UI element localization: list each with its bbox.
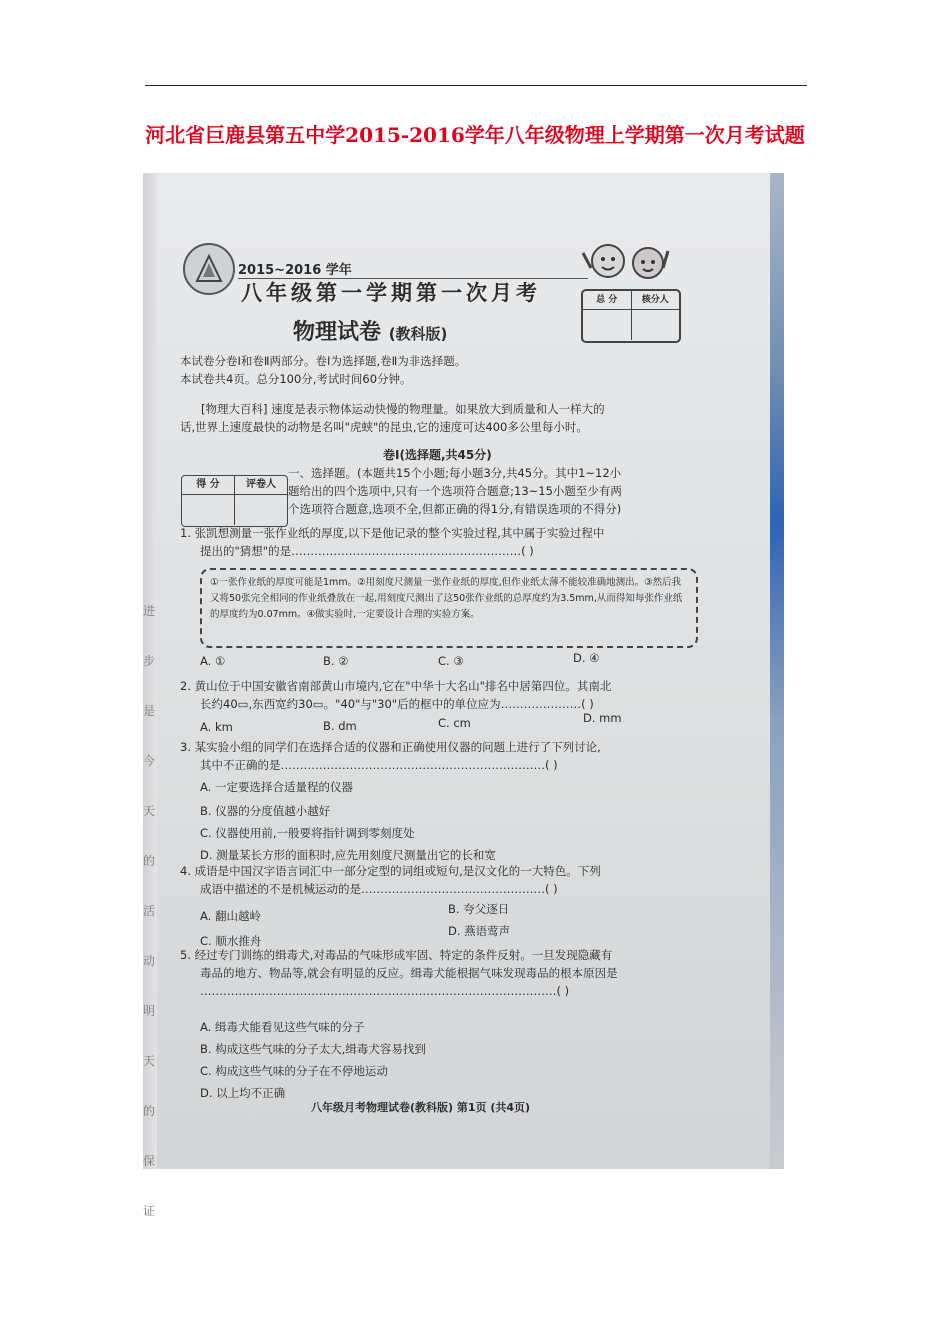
option: A. 缉毒犬能看见这些气味的分子 <box>200 1020 365 1034</box>
option: A. km <box>200 720 233 734</box>
grader-label: 核分人 <box>641 295 669 305</box>
option: D. 燕语莺声 <box>448 924 511 938</box>
experiment-record-text: ①一张作业纸的厚度可能是1mm。②用刻度尺测量一张作业纸的厚度,但作业纸太薄不能较准确地测出。③然后我又将50张完全相同的作业纸叠放在一起,用刻度尺测出了这50张作业纸的总厚度约为3.5mm,从而得知每张作业纸的厚度约为0.07mm。④做实验时,一定要设计合理的实验方案。 <box>210 577 683 620</box>
option: D. mm <box>583 711 622 725</box>
option: B. dm <box>323 719 357 733</box>
question-5-text: 5. 经过专门训练的缉毒犬,对毒品的气味形成牢固、特定的条件反射。一旦发现隐藏有 <box>180 948 613 962</box>
option: B. 构成这些气味的分子太大,缉毒犬容易找到 <box>200 1042 426 1056</box>
intro-line: 本试卷共4页。总分100分,考试时间60分钟。 <box>180 372 412 386</box>
question-4-text: 4. 成语是中国汉字语言词汇中一部分定型的词组或短句,是汉文化的一大特色。下列 <box>180 864 601 878</box>
total-score-label: 总 分 <box>583 291 632 309</box>
question-2-text: 长约40▭,东西宽约30▭。"40"与"30"后的框中的单位应为…………………( ) <box>200 697 594 711</box>
question-1-text: 1. 张凯想测量一张作业纸的厚度,以下是他记录的整个实验过程,其中属于实验过程中 <box>180 526 605 540</box>
option: C. 顺水推舟 <box>200 934 262 948</box>
option: D. 测量某长方形的面积时,应先用刻度尺测量出它的长和宽 <box>200 848 496 862</box>
answer-blank: ……………………………………………………( ) <box>291 544 534 558</box>
option: A. 翻山越岭 <box>200 909 261 923</box>
option: A. ① <box>200 654 226 668</box>
section-heading: 卷Ⅰ(选择题,共45分) <box>383 448 492 462</box>
section-description: 题给出的四个选项中,只有一个选项符合题意;13~15小题至少有两 <box>288 484 622 498</box>
question-4-text: 成语中描述的不是机械运动的是…………………………………………( ) <box>200 882 558 896</box>
school-year: 2015~2016 学年 <box>238 263 352 278</box>
question-5-text: 毒品的地方、物品等,就会有明显的反应。缉毒犬能根据气味发现毒品的根本原因是 <box>200 966 618 980</box>
option: C. 构成这些气味的分子在不停地运动 <box>200 1064 388 1078</box>
section-description: 个选项符合题意,选项不全,但都正确的得1分,有错误选项的不得分) <box>288 502 622 516</box>
margin-char: 明 <box>143 1004 156 1018</box>
question-3-text: 其中不正确的是……………………………………………………………( ) <box>200 758 558 772</box>
trivia-line: 话,世界上速度最快的动物是名叫"虎蛱"的昆虫,它的速度可达400多公里每小时。 <box>180 420 588 434</box>
question-2-text: 2. 黄山位于中国安徽省南部黄山市境内,它在"中华十大名山"排名中居第四位。其南北 <box>180 679 612 693</box>
top-rule <box>145 85 807 86</box>
margin-char: 是 <box>143 704 156 718</box>
option: B. 仪器的分度值越小越好 <box>200 804 331 818</box>
option: A. 一定要选择合适量程的仪器 <box>200 780 353 794</box>
question-1-stem: 提出的"猜想"的是 <box>200 544 292 558</box>
score-label: 得 分 <box>182 476 235 494</box>
margin-char: 天 <box>143 1054 156 1068</box>
margin-char: 今 <box>143 754 156 768</box>
section-description: 一、选择题。(本题共15个小题;每小题3分,共45分。其中1~12小 <box>288 466 622 480</box>
page-footer: 八年级月考物理试卷(教科版) 第1页 (共4页) <box>311 1101 531 1114</box>
margin-char: 保 <box>143 1154 156 1168</box>
question-1-text <box>200 543 534 560</box>
option: C. cm <box>438 716 471 730</box>
margin-char: 步 <box>143 654 156 668</box>
answer-blank: …………………………………………………………………………………( ) <box>200 984 570 998</box>
score-table <box>581 289 681 343</box>
question-3-text: 3. 某实验小组的同学们在选择合适的仪器和正确使用仪器的问题上进行了下列讨论, <box>180 740 601 754</box>
document-title: 河北省巨鹿县第五中学2015-2016学年八年级物理上学期第一次月考试题 <box>145 123 805 147</box>
subject-edition: (教科版) <box>388 325 448 343</box>
option: D. ④ <box>573 651 600 665</box>
right-edge-strip <box>770 173 784 1169</box>
margin-slogan <box>143 605 159 1255</box>
margin-char: 进 <box>143 604 156 618</box>
option: C. ③ <box>438 654 464 668</box>
margin-char: 的 <box>143 1104 156 1118</box>
trivia-line: [物理大百科] 速度是表示物体运动快慢的物理量。如果放大到质量和人一样大的 <box>201 402 605 416</box>
exam-subject <box>293 315 447 346</box>
option: D. 以上均不正确 <box>200 1086 286 1100</box>
subject-name: 物理试卷 <box>293 320 382 345</box>
margin-char: 活 <box>143 904 156 918</box>
reviewer-label: 评卷人 <box>246 479 276 490</box>
scanned-exam-photo <box>143 173 784 1218</box>
margin-char: 天 <box>143 804 156 818</box>
school-seal-icon <box>183 243 235 295</box>
grading-table <box>181 475 288 527</box>
margin-char: 的 <box>143 854 156 868</box>
margin-char: 证 <box>143 1204 156 1218</box>
exam-term-title: 八年级第一学期第一次月考 <box>241 281 541 305</box>
option: B. ② <box>323 654 349 668</box>
margin-char: 动 <box>143 954 156 968</box>
experiment-record-box <box>200 568 698 648</box>
option: C. 仪器使用前,一般要将指针调到零刻度处 <box>200 826 415 840</box>
option: B. 夸父逐日 <box>448 902 510 916</box>
intro-line: 本试卷分卷Ⅰ和卷Ⅱ两部分。卷Ⅰ为选择题,卷Ⅱ为非选择题。 <box>180 354 467 368</box>
